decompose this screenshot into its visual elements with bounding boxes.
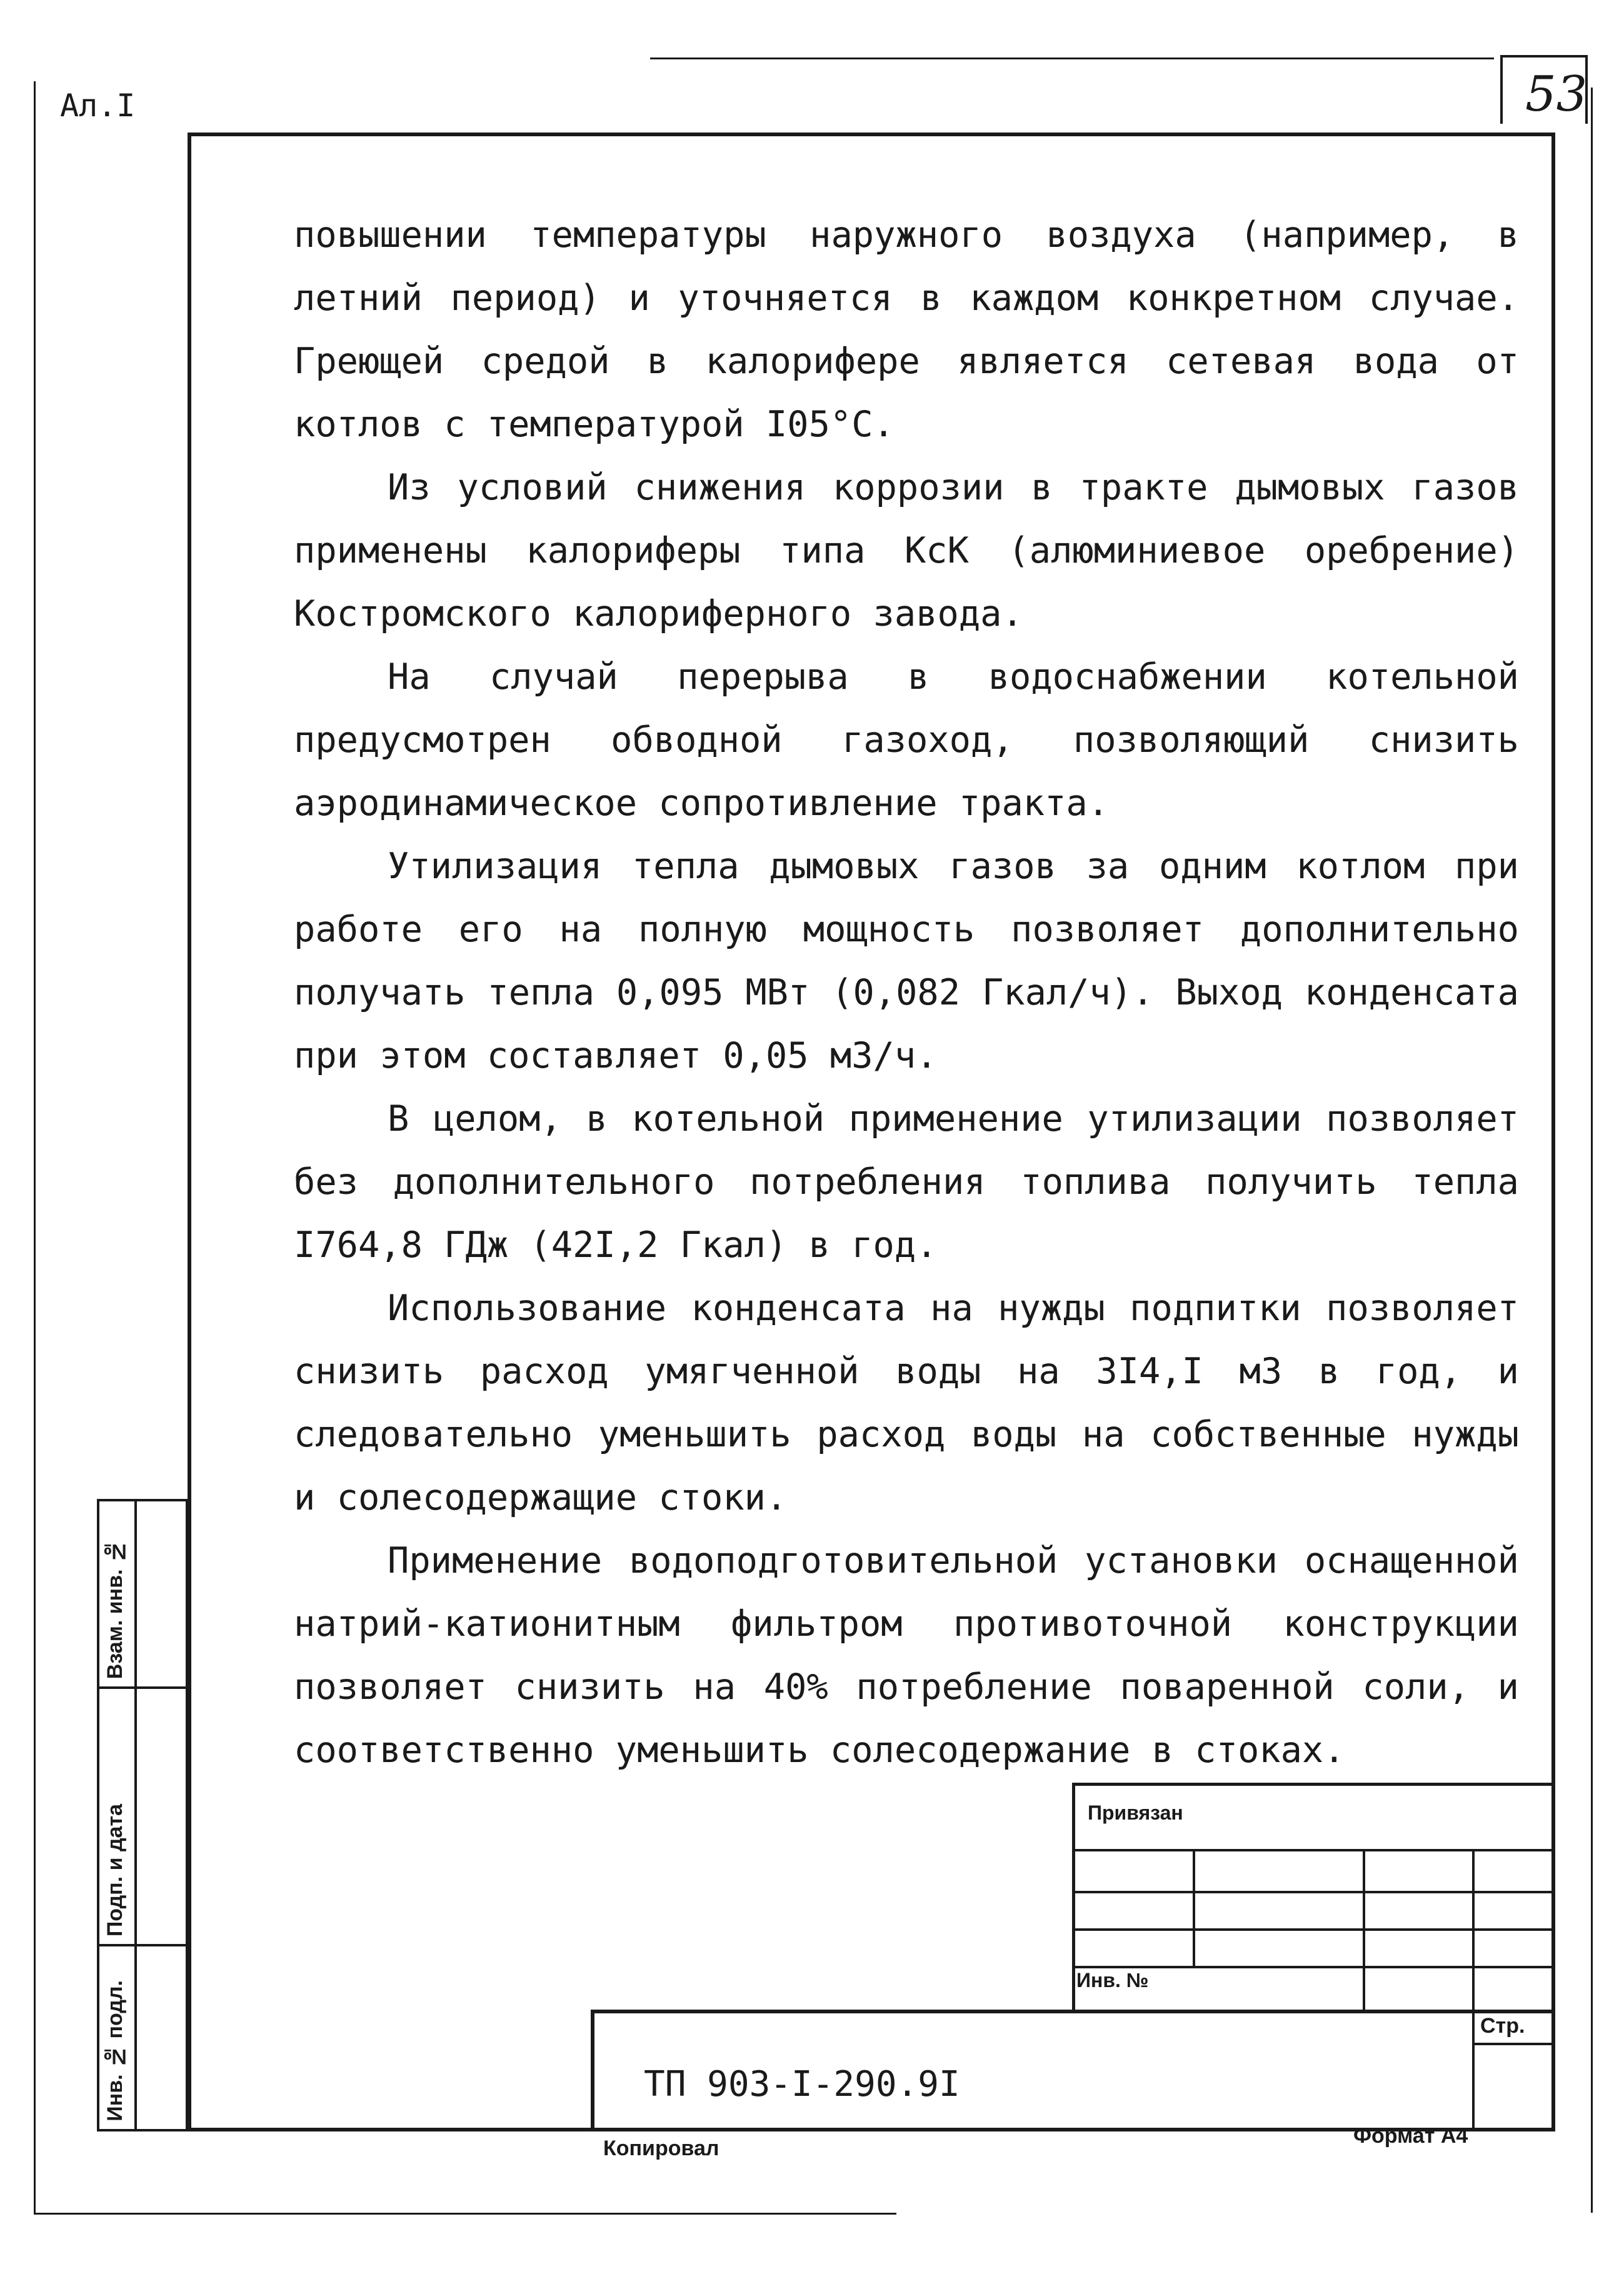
sheet-label: Ал.I: [60, 88, 136, 124]
stamp-label-original: Инв. № подл.: [103, 1980, 127, 2121]
page-number: 53: [1525, 66, 1588, 123]
paragraph: На случай перерыва в водоснабжении котельной предусмотрен обводной газоход, позволяющий снизить аэродинамическое сопротивление тракта.: [294, 656, 1519, 824]
privyazan-label: Привязан: [1088, 1801, 1183, 1824]
stamp-label-replacement: Взам. инв. №: [103, 1539, 127, 1679]
paragraph: Применение водоподготовительной установки оснащенной натрий-катионитным фильтром противоточной конструкции позволяет снизить на 40% потребление поваренной соли, и соответственно уменьшить солесодержание в стоках.: [294, 1540, 1519, 1771]
paragraph: Из условий снижения коррозии в тракте дымовых газов применены калориферы типа КсК (алюминиевое оребрение) Костромского калориферного завода.: [294, 467, 1519, 634]
stamp-row-signature: [99, 1689, 186, 1946]
copied-label: Копировал: [603, 2136, 719, 2160]
document-code: ТП 903-I-290.9I: [644, 2064, 960, 2105]
paragraph: повышении температуры наружного воздуха (например, в летний период) и уточняется в каждом конкретном случае. Греющей средой в калорифере является сетевая вода от котлов с температурой I05°С.: [294, 214, 1519, 445]
page-cell-label: Стр.: [1480, 2014, 1525, 2038]
paragraph: Использование конденсата на нужды подпитки позволяет снизить расход умягченной воды на 3I4,I м3 в год, и следовательно уменьшить расход воды на собственные нужды и солесодержащие стоки.: [294, 1288, 1519, 1518]
stamp-row-original: [99, 1946, 186, 2129]
inv-no-label: Инв. №: [1076, 1969, 1149, 1991]
outer-bottom-border: [34, 2213, 896, 2215]
stamp-column: [97, 1499, 188, 2131]
paragraph: В целом, в котельной применение утилизации позволяет без дополнительного потребления топлива получить тепла I764,8 ГДж (42I,2 Гкал) в год.: [294, 1098, 1519, 1266]
top-rule: [650, 58, 1494, 59]
format-label: Формат А4: [1353, 2124, 1468, 2148]
stamp-label-signature: Подп. и дата: [103, 1803, 127, 1936]
stamp-row-replacement: [99, 1501, 186, 1689]
body-text: [294, 204, 1519, 1782]
outer-left-border: [34, 81, 36, 2213]
outer-right-border: [1591, 88, 1593, 2213]
paragraph: Утилизация тепла дымовых газов за одним котлом при работе его на полную мощность позволяет дополнительно получать тепла 0,095 МВт (0,082 Гкал/ч). Выход конденсата при этом составляет 0,05 м3/ч.: [294, 846, 1519, 1076]
